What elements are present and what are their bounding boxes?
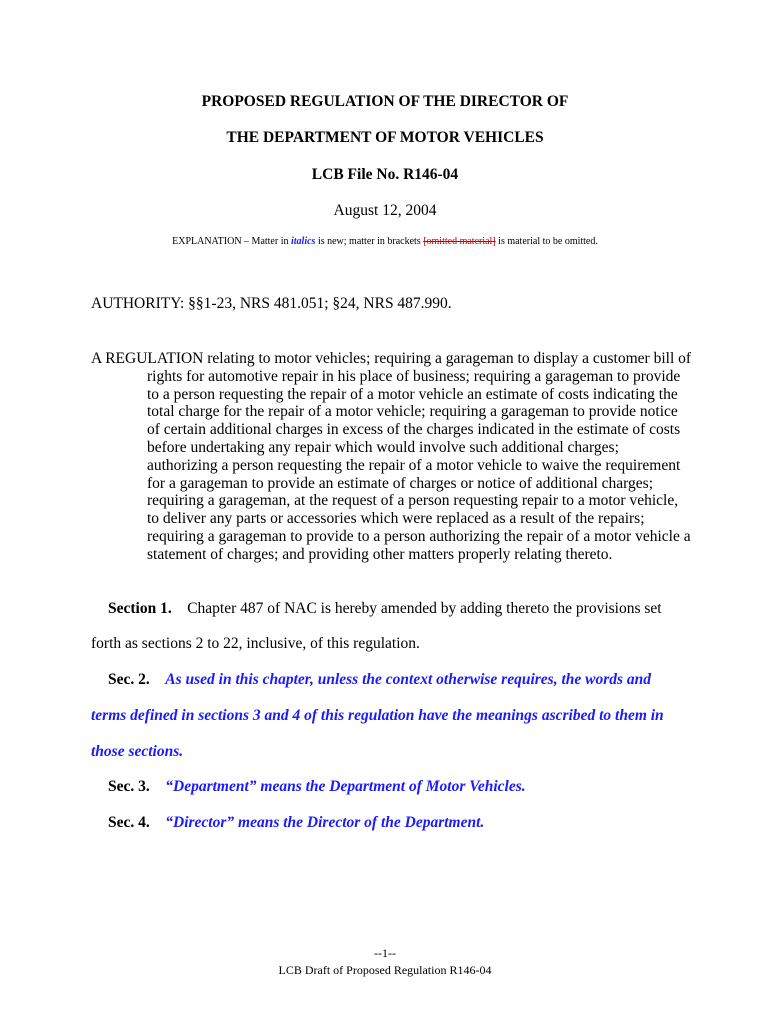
section-2-text: As used in this chapter, unless the context otherwise requires, the words and <box>165 671 652 688</box>
section-3-label: Sec. 3. <box>108 778 150 795</box>
section-2-label: Sec. 2. <box>108 671 150 688</box>
explanation-note <box>0 236 770 247</box>
section-2-line-1 <box>108 671 651 689</box>
title-line-1: PROPOSED REGULATION OF THE DIRECTOR OF <box>201 93 569 110</box>
section-4-label: Sec. 4. <box>108 814 150 831</box>
regulation-line: authorizing a person requesting the repair of a motor vehicle to waive the requirement <box>147 456 681 474</box>
regulation-summary <box>91 350 691 564</box>
section-3-line <box>108 778 526 796</box>
regulation-line: for a garageman to provide an estimate of charges or notice of additional charges; <box>147 474 653 492</box>
regulation-line: requiring a garageman to provide to a person authorizing the repair of a motor vehicle a <box>147 527 691 545</box>
section-2-line-3: those sections. <box>91 743 184 760</box>
authority-line: AUTHORITY: §§1-23, NRS 481.051; §24, NRS 487.990. <box>91 295 452 312</box>
regulation-line: before undertaking any repair which would involve such additional charges; <box>147 438 619 456</box>
section-1-label: Section 1. <box>108 600 172 617</box>
regulation-line: of certain additional charges in excess of the charges indicated in the estimate of costs <box>147 421 681 439</box>
explanation-prefix: EXPLANATION – Matter in <box>172 236 291 247</box>
title-line-2: THE DEPARTMENT OF MOTOR VEHICLES <box>226 129 544 146</box>
section-4-line <box>108 814 484 832</box>
section-3-text: “Department” means the Department of Motor Vehicles. <box>165 778 526 795</box>
regulation-line: statement of charges; and providing other matters properly relating thereto. <box>147 545 613 563</box>
regulation-line: A REGULATION relating to motor vehicles; requiring a garageman to display a customer bill of <box>91 350 692 367</box>
explanation-omitted-word: [omitted material] <box>423 236 496 247</box>
section-2-line-2: terms defined in sections 3 and 4 of this regulation have the meanings ascribed to them in <box>91 707 664 724</box>
regulation-line: requiring a garageman, at the request of a person requesting repair to a motor vehicle, <box>147 492 679 510</box>
regulation-line: to a person requesting the repair of a motor vehicle an estimate of costs indicating the <box>147 385 678 403</box>
regulation-line: rights for automotive repair in his place of business; requiring a garageman to provide <box>147 367 681 385</box>
regulation-line: total charge for the repair of a motor vehicle; requiring a garageman to provide notice <box>147 403 678 421</box>
regulation-line: to deliver any parts or accessories which were replaced as a result of the repairs; <box>147 510 645 528</box>
explanation-middle: is new; matter in brackets <box>315 236 424 247</box>
section-1-line-2: forth as sections 2 to 22, inclusive, of this regulation. <box>91 635 420 652</box>
section-1-text: Chapter 487 of NAC is hereby amended by adding thereto the provisions set <box>187 600 662 617</box>
page-number: --1-- <box>374 946 396 960</box>
explanation-suffix: is material to be omitted. <box>495 236 598 247</box>
file-number: LCB File No. R146-04 <box>311 166 459 183</box>
footer-draft-label: LCB Draft of Proposed Regulation R146-04 <box>278 963 492 977</box>
explanation-italics-word: italics <box>290 236 316 247</box>
document-date: August 12, 2004 <box>333 202 437 219</box>
section-4-text: “Director” means the Director of the Department. <box>165 814 485 831</box>
section-1-line-1 <box>108 600 662 618</box>
